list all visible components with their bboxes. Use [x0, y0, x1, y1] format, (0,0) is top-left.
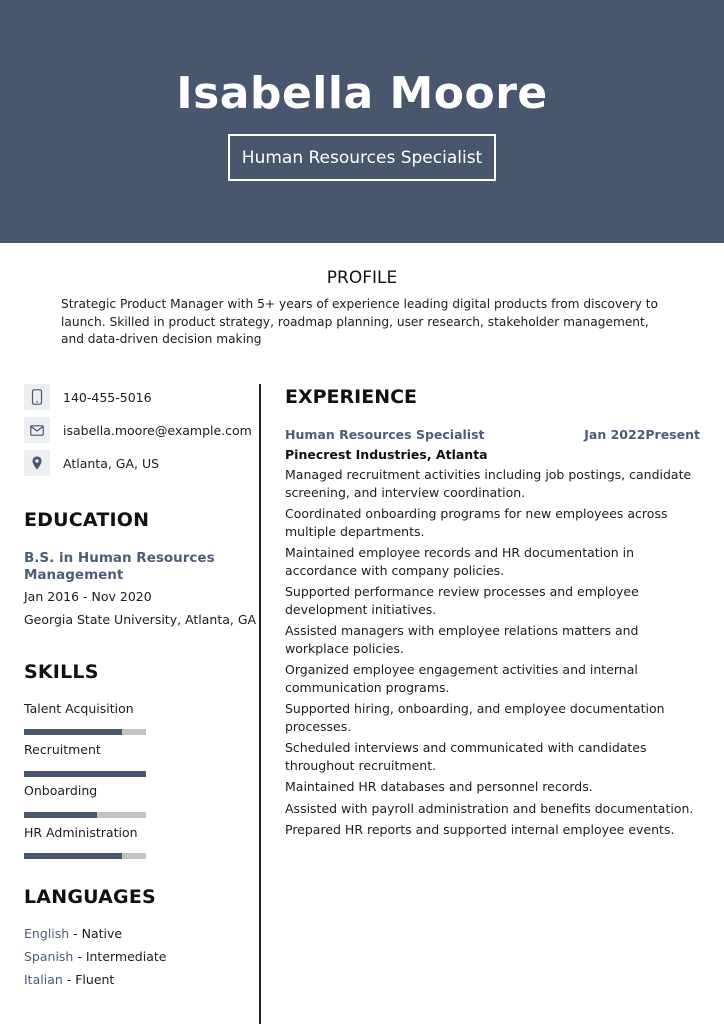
experience-bullet: Assisted with payroll administration and benefits documentation.	[285, 800, 694, 816]
skill-bar	[24, 853, 146, 859]
language-name: Spanish	[24, 949, 74, 964]
experience-bullet: Maintained employee records and HR documentation in accordance with company policies.	[285, 545, 635, 578]
experience-bullet: Organized employee engagement activities and internal communication programs.	[285, 662, 638, 695]
profile-heading: PROFILE	[326, 268, 398, 288]
envelope-icon	[24, 417, 50, 443]
language-level: - Intermediate	[73, 949, 167, 964]
experience-bullet: Supported performance review processes and employee development initiatives.	[285, 584, 639, 617]
skill-bar	[24, 771, 146, 777]
experience-bullet: Maintained HR databases and personnel records.	[285, 779, 593, 794]
skill-name: Recruitment	[24, 742, 101, 757]
language-item	[24, 949, 166, 964]
languages-heading: LANGUAGES	[24, 886, 156, 908]
language-item	[24, 926, 122, 941]
profile-summary: Strategic Product Manager with 5+ years of experience leading digital products from discovery to launch. Skilled in product strategy, roadmap planning, user research, stakeholder management, and data-driven decision making	[61, 297, 659, 346]
phone-number: 140-455-5016	[63, 389, 152, 405]
language-level: - Fluent	[62, 972, 115, 987]
candidate-name: Isabella Moore	[176, 68, 548, 119]
skill-name: HR Administration	[24, 825, 138, 840]
language-level: - Native	[69, 926, 123, 941]
job-dates: Jan 2022Present	[584, 427, 700, 442]
education-dates: Jan 2016 - Nov 2020	[24, 589, 152, 604]
location-text: Atlanta, GA, US	[63, 455, 160, 471]
language-name: Italian	[24, 972, 63, 987]
contact-location	[24, 450, 254, 476]
experience-bullets	[285, 466, 703, 843]
language-item	[24, 972, 114, 987]
education-degree: B.S. in Human Resources Management	[24, 550, 215, 583]
skill-level-fill	[24, 771, 146, 777]
skill-level-fill	[24, 853, 122, 859]
contact-phone	[24, 384, 254, 410]
experience-bullet: Assisted managers with employee relations matters and workplace policies.	[285, 623, 639, 656]
column-divider	[259, 384, 261, 1024]
education-heading: EDUCATION	[24, 509, 150, 531]
phone-icon	[24, 384, 50, 410]
experience-bullet: Coordinated onboarding programs for new employees across multiple departments.	[285, 506, 668, 539]
header-banner	[0, 0, 724, 243]
job-title: Human Resources Specialist	[285, 427, 485, 442]
job-title-box: Human Resources Specialist	[228, 134, 496, 181]
company-name: Pinecrest Industries, Atlanta	[285, 447, 488, 462]
experience-bullet: Prepared HR reports and supported internal employee events.	[285, 822, 675, 837]
skill-level-fill	[24, 729, 122, 735]
skill-bar	[24, 812, 146, 818]
email-address[interactable]: isabella.moore@example.com	[63, 422, 252, 438]
experience-bullet: Scheduled interviews and communicated with candidates throughout recruitment.	[285, 740, 647, 773]
language-name: English	[24, 926, 70, 941]
skill-bar	[24, 729, 146, 735]
skill-name: Talent Acquisition	[24, 701, 134, 716]
skill-name: Onboarding	[24, 783, 98, 798]
skill-level-fill	[24, 812, 97, 818]
education-school: Georgia State University, Atlanta, GA	[24, 612, 257, 627]
skills-heading: SKILLS	[24, 661, 99, 683]
experience-bullet: Supported hiring, onboarding, and employee documentation processes.	[285, 701, 665, 734]
contact-email	[24, 417, 254, 443]
map-pin-icon	[24, 450, 50, 476]
experience-bullet: Managed recruitment activities including job postings, candidate screening, and interview coordination.	[285, 467, 692, 500]
experience-heading: EXPERIENCE	[285, 386, 418, 408]
